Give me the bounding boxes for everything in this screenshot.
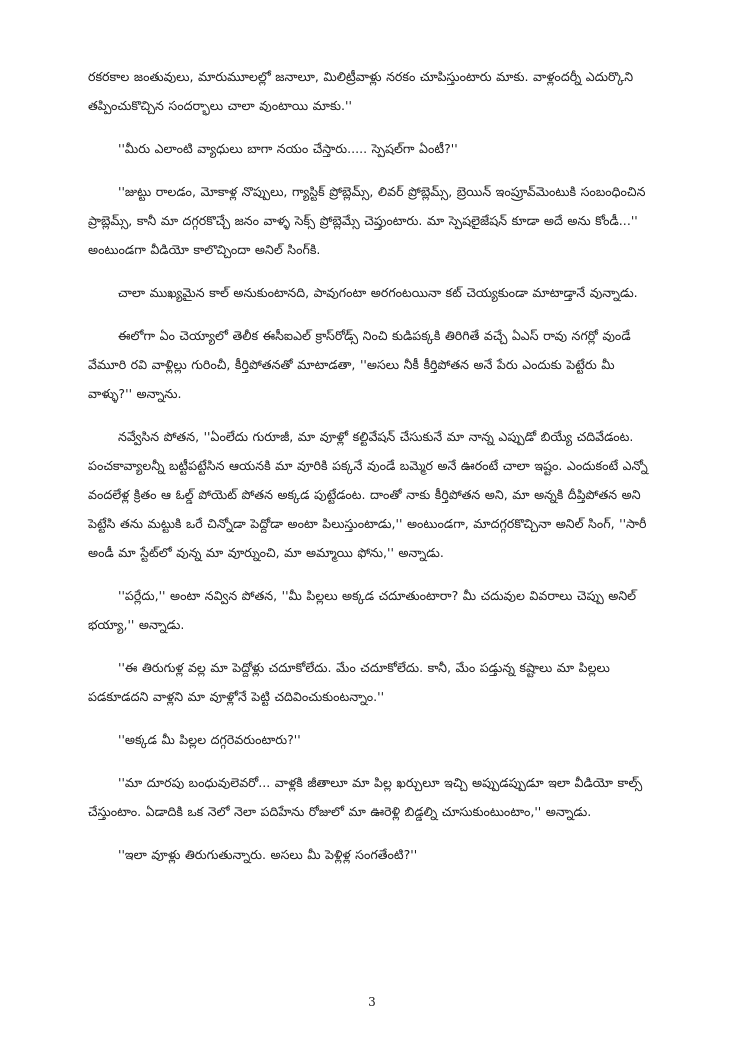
body-text bbox=[88, 62, 660, 883]
paragraph: ''ఈ తిరుగుళ్ల వల్ల మా పెద్దోళ్లు చదూకోలేదు. మేం చదూకోలేదు. కానీ, మేం పడ్తున్న కష్టాలు మా పిల్లలు పడకూడదని వాళ్లని మా వూళ్లోనే పెట్టి చదివించుకుంటన్నాం.'' bbox=[88, 660, 610, 704]
paragraph: ''ఇలా వూళ్లు తిరుగుతున్నారు. అసలు మీ పెళ్లిళ్ల సంగతేంటి?'' bbox=[118, 847, 418, 862]
paragraph: ''మా దూరపు బంధువులెవరో... వాళ్లకి జీతాలూ మా పిల్ల ఖర్చులూ ఇచ్చి అప్పుడప్పుడూ ఇలా వీడియో కాల్స్ చేస్తుంటాం. ఏడాదికి ఒక నెలో నెలా పదిహేను రోజులో మా ఊరెళ్లి బిడ్డల్ని చూసుకుంటుంటాం,'' అన్నాడు. bbox=[88, 775, 643, 819]
paragraph: ''మీరు ఎలాంటి వ్యాధులు బాగా నయం చేస్తారు..... స్పెషల్‌గా ఏంటీ?'' bbox=[118, 141, 458, 156]
paragraph: నవ్వేసిన పోతన, ''ఏంలేదు గురూజీ, మా వూళ్లో కల్టివేషన్ చేసుకునే మా నాన్న ఎప్పుడో బియ్యే చదివేడంట. పంచకావ్యాలన్నీ బట్టీపట్టేసిన ఆయనకి మా వూరికి పక్కనే వుండే బమ్మెర అనే ఊరంటే చాలా ఇష్టం. ఎందుకంటే ఎన్నో వందలేళ్ల క్రితం ఆ ఓల్డ్ పోయెట్ పోతన అక్కడ పుట్టేడంట. దాంతో నాకు కీర్తిపోతన అని, మా అన్నకి దీప్తిపోతన అని పెట్టేసి తను మట్టుకి ఒరే చిన్నోడా పెద్దోడా అంటా పిలుస్తుంటాడు,'' అంటుండగా, మాదగ్గరకొచ్చినా అనిల్ సింగ్, ''సారీ అండీ మా స్టేట్‌లో వున్న మా వూర్నుంచి, మా అమ్మాయి ఫోను,'' అన్నాడు. bbox=[88, 429, 648, 560]
paragraph: రకరకాల జంతువులు, మారుమూలల్లో జనాలూ, మిలిట్రీవాళ్లు నరకం చూపిస్తుంటారు మాకు. వాళ్లందర్నీ ఎదుర్కొని తప్పించుకొచ్చిన సందర్భాలు చాలా వుంటాయి మాకు.'' bbox=[88, 69, 634, 113]
page-number: 3 bbox=[368, 995, 376, 1009]
paragraph: చాలా ముఖ్యమైన కాల్ అనుకుంటానది, పావుగంటా అరగంటయినా కట్ చెయ్యకుండా మాటాడ్తానే వున్నాడు. bbox=[118, 285, 638, 300]
paragraph: ఈలోగా ఏం చెయ్యాలో తెలీక ఈసీఐఎల్ క్రాస్‌రోడ్స్ నించి కుడిపక్కకి తిరిగితే వచ్చే ఏఎస్ రావు నగర్లో వుండే వేమూరి రవి వాళ్లిల్లు గురించీ, కీర్తిపోతనతో మాటాడతా, ''అసలు నీకీ కీర్తిపోతన అనే పేరు ఎందుకు పెట్టేరు మీ వాళ్ళు?'' అన్నాను. bbox=[88, 328, 631, 401]
paragraph: ''జుట్టు రాలడం, మోకాళ్ల నొప్పులు, గ్యాస్టిక్ ప్రోబ్లెమ్స్, లివర్ ప్రోబ్లెమ్స్, బ్రెయిన్ ఇంప్రూవ్‌మెంటుకి సంబంధించిన ప్రాబ్లెమ్స్, కానీ మా దగ్గరకొచ్చే జనం వాళ్ళ సెక్స్ ప్రోబ్లెమ్సే చెప్తుంటారు. మా స్పెషలైజేషన్ కూడా అదే అను కోండీ...'' అంటుండగా వీడియో కాలొచ్చిందా అనిల్ సింగ్‌కి. bbox=[88, 184, 646, 257]
paragraph: ''పర్లేదు,'' అంటా నవ్విన పోతన, ''మీ పిల్లలు అక్కడ చదూతుంటారా? మీ చదువుల వివరాలు చెప్పు అనిల్ భయ్యా,'' అన్నాడు. bbox=[88, 588, 637, 632]
paragraph: ''అక్కడ మీ పిల్లల దగ్గరెవరుంటారు?'' bbox=[118, 732, 301, 747]
